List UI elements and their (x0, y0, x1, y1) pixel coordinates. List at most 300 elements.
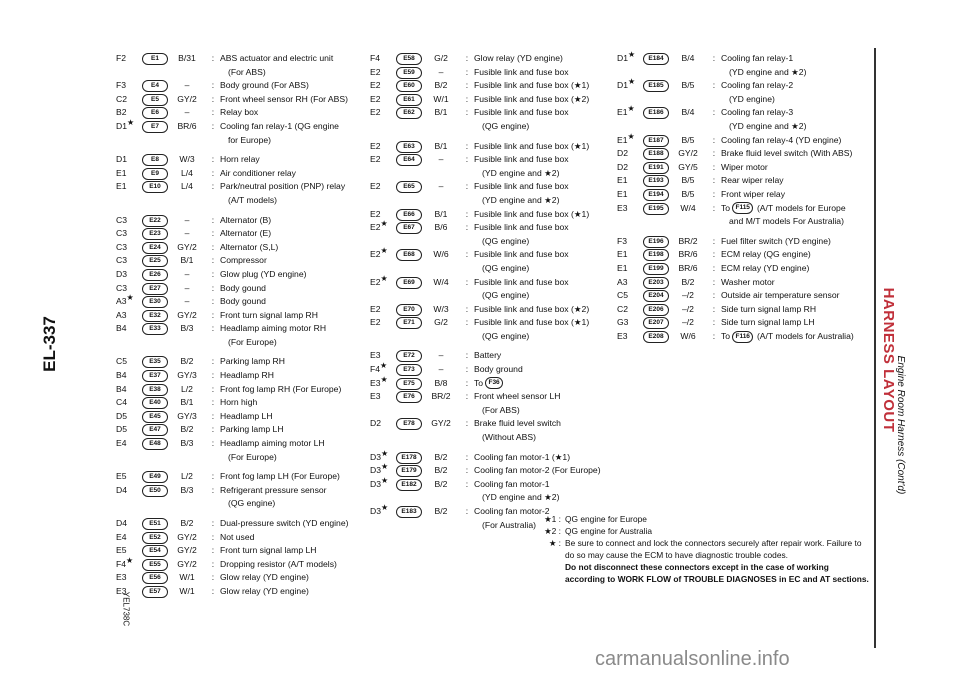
separator: : (211, 241, 215, 252)
separator: : (465, 140, 469, 151)
note-text: QG engine for Australia (565, 526, 653, 536)
star-mark: ★ (126, 555, 134, 565)
wire-color: B/2 (434, 451, 448, 462)
grid-location-text: E2 (370, 276, 381, 287)
connector-description (721, 276, 867, 290)
separator: : (712, 330, 716, 341)
star-mark: ★ (380, 361, 388, 371)
description-line: Fusible link and fuse box (★1) (474, 208, 590, 219)
connector-description (474, 276, 610, 303)
star-mark: ★ (126, 293, 134, 303)
grid-location-text: F2 (116, 53, 127, 63)
star-mark: ★ (627, 131, 635, 141)
separator: : (211, 214, 215, 225)
wire-color: B/3 (180, 323, 194, 334)
separator: : (211, 53, 215, 63)
connector-id: E196 (643, 236, 669, 248)
wire-color: GY/2 (177, 531, 197, 542)
connector-id: E35 (142, 356, 168, 368)
separator: : (712, 188, 716, 199)
connector-id: E7 (142, 121, 168, 133)
description-line: Headlamp LH (220, 410, 273, 421)
description-line: Dual-pressure switch (YD engine) (220, 518, 349, 528)
connector-id: E25 (142, 255, 168, 267)
connector-id: E47 (142, 424, 168, 436)
connector-row (116, 282, 376, 296)
grid-location (617, 147, 636, 161)
connector-description (474, 106, 610, 133)
star-mark: ★ (627, 104, 635, 114)
connector-row (116, 153, 376, 167)
connector-description (474, 52, 610, 66)
connector-description (721, 303, 867, 317)
wire-color: B/2 (681, 276, 695, 287)
grid-location-text: E2 (370, 93, 381, 104)
connector-row (617, 161, 867, 175)
wire-color: B/8 (434, 377, 448, 388)
connector-id: E208 (643, 331, 669, 343)
wire-color: – (184, 107, 190, 118)
description-line: (QG engine) (482, 330, 530, 341)
grid-location-text: C3 (116, 228, 127, 239)
separator: : (465, 93, 469, 104)
grid-location-text: E1 (617, 134, 628, 145)
separator: : (465, 451, 469, 462)
separator: : (465, 222, 469, 233)
figure-code: YEL738C (121, 591, 131, 627)
grid-location (617, 235, 636, 249)
connector-id: E54 (142, 545, 168, 557)
connector-description (220, 383, 376, 397)
grid-location (116, 437, 135, 451)
connector-description (220, 120, 376, 147)
grid-location (370, 303, 389, 317)
grid-location-text: E3 (370, 350, 381, 361)
star-mark: ★ (380, 374, 388, 384)
separator: : (211, 107, 215, 118)
wire-color: B/2 (434, 506, 448, 516)
wire-color: B/1 (180, 397, 194, 408)
connector-description (220, 517, 376, 531)
description-line: (YD engine and ★2) (482, 194, 560, 205)
connector-id: E179 (396, 465, 422, 477)
note-mark (535, 561, 565, 585)
wire-color: GY/2 (177, 309, 197, 320)
grid-location-text: B2 (116, 107, 127, 118)
separator: : (211, 531, 215, 542)
wire-color: –/2 (682, 317, 694, 328)
connector-description (721, 161, 867, 175)
wire-color: L/2 (181, 471, 193, 482)
wire-color: G/2 (434, 53, 448, 63)
connector-row (116, 383, 376, 397)
grid-location-text: C2 (116, 93, 127, 104)
description-line: (A/T models) (228, 194, 278, 205)
star-mark: ★ (127, 117, 135, 127)
grid-location-text: E2 (370, 107, 381, 118)
star-mark: ★ (380, 219, 388, 229)
wire-color: W/1 (179, 572, 195, 583)
grid-location (370, 140, 389, 154)
grid-location-text: C2 (617, 303, 628, 314)
description-line: Parking lamp RH (220, 356, 285, 367)
note-mark: ★ : (548, 538, 561, 548)
connector-row (116, 571, 376, 585)
separator: : (211, 167, 215, 178)
connector-id: E184 (643, 53, 669, 65)
connector-id: E60 (396, 80, 422, 92)
description-line: Cooling fan motor-1 (474, 478, 550, 489)
star-mark: ★ (380, 273, 388, 283)
grid-location (116, 322, 135, 336)
description-line: Front fog lamp LH (For Europe) (220, 471, 340, 482)
connector-id: E45 (142, 411, 168, 423)
description-line: Cooling fan motor-1 (★1) (474, 451, 571, 462)
connector-row (370, 448, 610, 465)
description-line: Cooling fan relay-3 (721, 107, 794, 118)
connector-id: E178 (396, 452, 422, 464)
grid-location (370, 417, 389, 431)
separator: : (712, 202, 716, 213)
connector-description (220, 571, 376, 585)
connector-description (220, 410, 376, 424)
description-line: (YD engine and ★2) (729, 120, 807, 131)
separator: : (465, 80, 469, 91)
connector-description (220, 484, 376, 511)
connector-description (220, 355, 376, 369)
grid-location (116, 585, 135, 599)
connector-id: E6 (142, 107, 168, 119)
connector-description (220, 180, 376, 207)
column-2 (370, 52, 610, 532)
separator: : (465, 249, 469, 260)
grid-location-text: D1 (617, 80, 628, 91)
connector-row (116, 227, 376, 241)
wire-color: B/2 (434, 465, 448, 476)
grid-location-text: C3 (116, 214, 127, 225)
grid-location-text: C3 (116, 241, 127, 252)
connector-row (617, 131, 867, 148)
connector-id: E10 (142, 181, 168, 193)
connector-row (116, 52, 376, 79)
connector-description (721, 289, 867, 303)
grid-location-text: D5 (116, 424, 127, 435)
wire-color: B/2 (434, 80, 448, 91)
separator: : (465, 478, 469, 489)
separator: : (465, 53, 469, 63)
grid-location-text: B4 (116, 383, 127, 394)
description-line: Battery (474, 350, 502, 361)
connector-row (116, 79, 376, 93)
grid-location (370, 221, 389, 235)
description-line: Refrigerant pressure sensor (220, 484, 327, 495)
connector-description (220, 52, 376, 79)
grid-location (116, 470, 135, 484)
connector-id: E30 (142, 296, 168, 308)
description-line: Fusible link and fuse box (474, 66, 569, 77)
description-line: Fusible link and fuse box (474, 249, 569, 260)
wire-color: B/2 (434, 478, 448, 489)
description-line: Fuel filter switch (YD engine) (721, 235, 831, 246)
grid-location (617, 202, 636, 216)
connector-id: E198 (643, 249, 669, 261)
grid-location (617, 188, 636, 202)
connector-description (220, 106, 376, 120)
connector-id: E187 (643, 135, 669, 147)
connector-description (474, 303, 610, 317)
description-line: Washer motor (721, 276, 775, 287)
connector-id: E69 (396, 277, 422, 289)
grid-location (116, 423, 135, 437)
connector-id: E73 (396, 364, 422, 376)
connector-row (617, 188, 867, 202)
connector-description (474, 478, 610, 505)
grid-location (370, 505, 389, 519)
connector-row (617, 276, 867, 290)
connector-id: E199 (643, 263, 669, 275)
wire-color: GY/5 (678, 161, 698, 172)
grid-location-text: D1 (116, 120, 127, 131)
grid-location (370, 106, 389, 120)
description-line: Fusible link and fuse box (★1) (474, 80, 590, 91)
connector-description (220, 558, 376, 572)
separator: : (211, 120, 215, 131)
connector-description (220, 531, 376, 545)
wire-color: B/5 (681, 134, 695, 145)
connector-id: E26 (142, 269, 168, 281)
connector-row (116, 214, 376, 228)
connector-row (370, 93, 610, 107)
separator: : (465, 506, 469, 516)
grid-location-text: E1 (116, 181, 127, 192)
description-line: Fusible link and fuse box (474, 276, 569, 287)
description-line: (YD engine) (729, 93, 775, 104)
description-line: Headlamp aiming motor LH (220, 438, 325, 449)
wire-color: BR/2 (431, 391, 451, 402)
description-line: ECM relay (QG engine) (721, 249, 811, 260)
grid-location-text: E2 (370, 317, 381, 328)
grid-location (370, 180, 389, 194)
grid-location (116, 117, 135, 134)
grid-location (116, 555, 135, 572)
separator: : (211, 585, 215, 596)
right-divider (874, 48, 876, 648)
note-mark: ★2 : (544, 526, 561, 536)
connector-row (116, 355, 376, 369)
grid-location-text: D3 (370, 465, 381, 476)
connector-row (116, 470, 376, 484)
connector-description (721, 174, 867, 188)
note-line (535, 525, 870, 537)
connector-description (474, 377, 610, 391)
connector-description (474, 363, 610, 377)
separator: : (712, 107, 716, 118)
connector-id: E52 (142, 532, 168, 544)
connector-row (370, 248, 610, 275)
note-line (535, 513, 870, 525)
grid-location (116, 295, 135, 309)
wire-color: W/1 (433, 93, 449, 104)
connector-row (370, 66, 610, 80)
grid-location-text: E3 (370, 391, 381, 402)
grid-location-text: E1 (116, 167, 127, 178)
connector-id: E57 (142, 586, 168, 598)
target-connector: F116 (732, 331, 752, 343)
description-line: (For ABS) (228, 66, 266, 77)
grid-location (116, 254, 135, 268)
connector-description (220, 79, 376, 93)
connector-description (721, 330, 867, 344)
grid-location-text: D5 (116, 410, 127, 421)
connector-id: E24 (142, 242, 168, 254)
description-line: ABS actuator and electric unit (220, 53, 334, 63)
wire-color: W/4 (680, 202, 696, 213)
description-line: Cooling fan relay-4 (YD engine) (721, 134, 842, 145)
description-line: Glow relay (YD engine) (474, 53, 563, 63)
connector-id: E58 (396, 53, 422, 65)
description-line: Cooling fan relay-1 (QG engine (220, 120, 339, 131)
wire-color: BR/6 (678, 249, 698, 260)
wire-color: GY/2 (177, 558, 197, 569)
connector-row (370, 464, 610, 478)
connector-description (721, 79, 867, 106)
description-line: (Without ABS) (482, 432, 536, 443)
separator: : (712, 53, 716, 63)
connector-description (474, 316, 610, 343)
description-line: Relay box (220, 107, 259, 118)
connector-description (220, 241, 376, 255)
grid-location (370, 273, 389, 290)
connector-description (220, 167, 376, 181)
star-mark: ★ (381, 503, 389, 512)
separator: : (465, 154, 469, 165)
description-line: Not used (220, 531, 255, 542)
separator: : (712, 148, 716, 159)
connector-description (220, 369, 376, 383)
connector-id: E185 (643, 80, 669, 92)
connector-description (721, 134, 867, 148)
connector-id: E75 (396, 378, 422, 390)
connector-id: E32 (142, 310, 168, 322)
description-line: Side turn signal lamp RH (721, 303, 817, 314)
grid-location (370, 248, 389, 262)
description-line: Cooling fan motor-2 (474, 506, 550, 516)
connector-id: E194 (643, 189, 669, 201)
connector-row (617, 248, 867, 262)
grid-location-text: E2 (370, 181, 381, 192)
separator: : (712, 134, 716, 145)
description-line: Body gound (220, 282, 266, 293)
grid-location (116, 410, 135, 424)
star-mark: ★ (380, 246, 388, 256)
grid-location (617, 276, 636, 290)
description-line: Glow plug (YD engine) (220, 268, 307, 279)
separator: : (465, 465, 469, 476)
connector-description (474, 153, 610, 180)
separator: : (465, 364, 469, 375)
wire-color: B/2 (180, 518, 194, 528)
description-line: (QG engine) (482, 262, 530, 273)
grid-location-text: E4 (116, 531, 127, 542)
connector-description (220, 396, 376, 410)
description-line: Horn relay (220, 154, 260, 165)
grid-location-text: C5 (116, 356, 127, 367)
notes (535, 513, 870, 585)
connector-id: E4 (142, 80, 168, 92)
connector-description (220, 227, 376, 241)
description-line: Body ground (474, 364, 523, 375)
grid-location-text: E2 (370, 249, 381, 260)
grid-location (116, 227, 135, 241)
connector-id: E22 (142, 215, 168, 227)
description-line: Front wheel sensor LH (474, 391, 561, 402)
grid-location (116, 355, 135, 369)
subtitle: Engine Room Harness (Cont'd) (895, 355, 906, 495)
wire-color: B/1 (434, 107, 448, 118)
column-1 (116, 52, 376, 599)
connector-id: E191 (643, 162, 669, 174)
grid-location-text: E1 (617, 107, 628, 118)
connector-description (474, 349, 610, 363)
connector-description (474, 93, 610, 107)
grid-location-text: D3 (116, 268, 127, 279)
grid-location-text: C3 (116, 255, 127, 266)
wire-color: B/4 (681, 107, 695, 118)
wire-color: B/2 (180, 356, 194, 367)
separator: : (211, 93, 215, 104)
wire-color: GY/3 (177, 410, 197, 421)
connector-description (474, 66, 610, 80)
description-line: Fusible link and fuse box (★2) (474, 93, 590, 104)
connector-row (370, 180, 610, 207)
wire-color: W/6 (433, 249, 449, 260)
description-line: Cooling fan relay-2 (721, 80, 794, 91)
connector-row (370, 417, 610, 444)
separator: : (211, 397, 215, 408)
description-line: Outside air temperature sensor (721, 290, 840, 301)
connector-row (617, 262, 867, 276)
separator: : (211, 356, 215, 367)
description-line: (For Europe) (228, 451, 277, 462)
connector-row (116, 544, 376, 558)
grid-location-text: E2 (370, 208, 381, 219)
separator: : (211, 228, 215, 239)
connector-id: E68 (396, 249, 422, 261)
grid-location (116, 484, 135, 498)
connector-id: E71 (396, 317, 422, 329)
wire-color: – (438, 364, 444, 375)
connector-id: E1 (142, 53, 168, 65)
description-line: Front turn signal lamp RH (220, 309, 318, 320)
separator: : (211, 410, 215, 421)
connector-row (617, 79, 867, 106)
connector-id: E62 (396, 107, 422, 119)
connector-row (617, 202, 867, 229)
connector-row (617, 316, 867, 330)
connector-description (220, 214, 376, 228)
connector-id: E76 (396, 391, 422, 403)
grid-location-text: G3 (617, 317, 629, 328)
grid-location (617, 262, 636, 276)
grid-location (116, 52, 135, 66)
separator: : (211, 255, 215, 266)
separator: : (211, 370, 215, 381)
separator: : (211, 383, 215, 394)
description-line: Side turn signal lamp LH (721, 317, 815, 328)
connector-row (617, 235, 867, 249)
target-connector: F115 (732, 202, 752, 214)
connector-row (370, 316, 610, 343)
